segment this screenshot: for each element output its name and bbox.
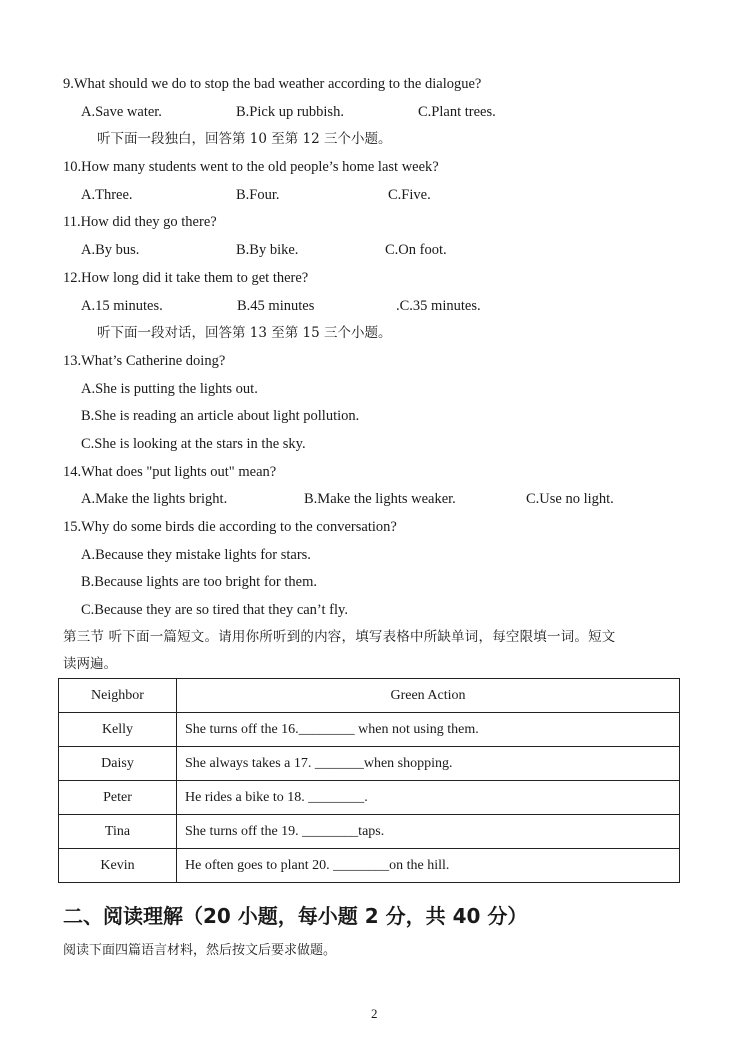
question-9: 9.What should we do to stop the bad weather according to the dialogue? <box>63 76 482 92</box>
part2-instruction: 阅读下面四篇语言材料，然后按文后要求做题。 <box>63 943 337 958</box>
action-cell: He rides a bike to 18. ________. <box>177 781 680 815</box>
q12-option-a: A.15 minutes. <box>81 298 163 314</box>
header-neighbor: Neighbor <box>59 679 177 713</box>
section3-instruction: 第三节 听下面一篇短文。请用你所听到的内容，填写表格中所缺单词，每空限填一词。短文 <box>63 629 616 645</box>
q13-option-c: C.She is looking at the stars in the sky. <box>81 436 306 452</box>
q13-option-a: A.She is putting the lights out. <box>81 381 258 397</box>
q10-option-a: A.Three. <box>81 187 133 203</box>
neighbor-cell: Kelly <box>59 713 177 747</box>
question-13: 13.What’s Catherine doing? <box>63 353 226 369</box>
q14-option-a: A.Make the lights bright. <box>81 491 228 507</box>
question-12: 12.How long did it take them to get there? <box>63 270 309 286</box>
table-row <box>59 713 680 747</box>
instruction-dialogue: 听下面一段对话，回答第 13 至第 15 三个小题。 <box>97 325 392 341</box>
q12-option-b: B.45 minutes <box>237 298 315 314</box>
question-11: 11.How did they go there? <box>63 214 217 230</box>
neighbor-cell: Tina <box>59 815 177 849</box>
table-row <box>59 747 680 781</box>
page-number: 2 <box>371 1006 378 1021</box>
question-10: 10.How many students went to the old people’s home last week? <box>63 159 439 175</box>
neighbor-cell: Daisy <box>59 747 177 781</box>
table-header-row <box>59 679 680 713</box>
q9-option-c: C.Plant trees. <box>418 104 496 120</box>
table-row <box>59 781 680 815</box>
question-15: 15.Why do some birds die according to the conversation? <box>63 519 397 535</box>
neighbor-cell: Peter <box>59 781 177 815</box>
question-14: 14.What does "put lights out" mean? <box>63 464 277 480</box>
q15-option-c: C.Because they are so tired that they can’t fly. <box>81 602 348 618</box>
table-row <box>59 849 680 883</box>
q12-option-c: .C.35 minutes. <box>396 298 481 314</box>
q14-option-b: B.Make the lights weaker. <box>304 491 456 507</box>
part2-heading: 二、阅读理解（20 小题，每小题 2 分，共 40 分） <box>63 904 528 928</box>
q11-option-b: B.By bike. <box>236 242 299 258</box>
q15-option-a: A.Because they mistake lights for stars. <box>81 547 311 563</box>
green-action-table <box>58 678 680 883</box>
header-green-action: Green Action <box>177 679 680 713</box>
q11-option-a: A.By bus. <box>81 242 140 258</box>
action-cell: She always takes a 17. _______when shopping. <box>177 747 680 781</box>
q10-option-b: B.Four. <box>236 187 280 203</box>
action-cell: She turns off the 16.________ when not using them. <box>177 713 680 747</box>
q9-option-b: B.Pick up rubbish. <box>236 104 344 120</box>
q14-option-c: C.Use no light. <box>526 491 614 507</box>
q15-option-b: B.Because lights are too bright for them. <box>81 574 317 590</box>
q9-option-a: A.Save water. <box>81 104 162 120</box>
action-cell: She turns off the 19. ________taps. <box>177 815 680 849</box>
instruction-monologue: 听下面一段独白，回答第 10 至第 12 三个小题。 <box>97 131 392 147</box>
neighbor-cell: Kevin <box>59 849 177 883</box>
q11-option-c: C.On foot. <box>385 242 447 258</box>
q10-option-c: C.Five. <box>388 187 431 203</box>
action-cell: He often goes to plant 20. ________on the hill. <box>177 849 680 883</box>
q13-option-b: B.She is reading an article about light pollution. <box>81 408 360 424</box>
section3-instruction-cont: 读两遍。 <box>63 656 117 672</box>
table-row <box>59 815 680 849</box>
